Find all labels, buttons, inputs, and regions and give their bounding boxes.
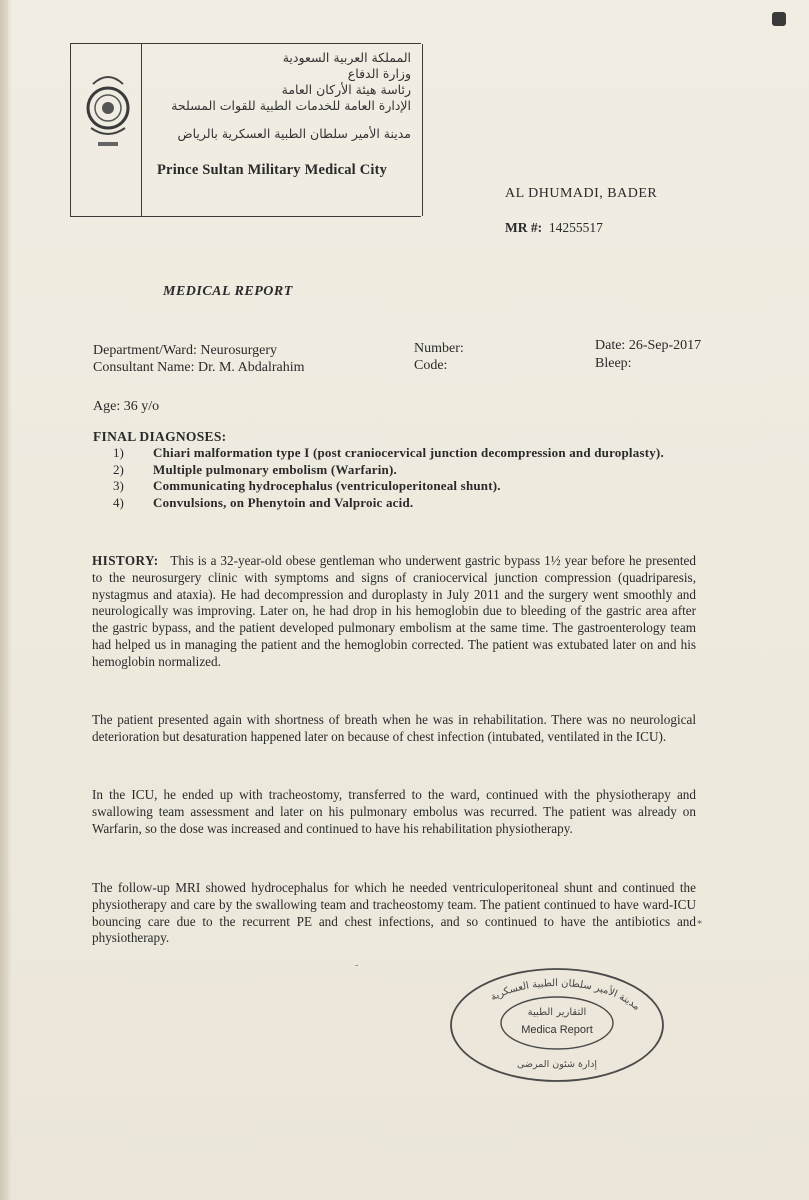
corner-mark [772, 12, 786, 26]
diagnosis-item [113, 495, 703, 512]
diagnosis-text: Chiari malformation type I (post craniocervical junction decompression and duroplasty). [153, 445, 664, 460]
ink-mark: ‑ [355, 960, 359, 971]
diagnosis-item [113, 445, 703, 462]
consultant-field: Consultant Name: Dr. M. Abdalrahim [93, 360, 305, 375]
department-field: Department/Ward: Neurosurgery [93, 343, 278, 358]
page-shadow [0, 0, 12, 1200]
diagnosis-number: 2) [113, 461, 124, 477]
official-stamp [445, 965, 670, 1085]
arabic-line-presidency: رئاسة هيئة الأركان العامة [281, 82, 411, 97]
history-label: HISTORY: [92, 553, 159, 568]
stamp-bottom-text: إدارة شئون المرضى [516, 1059, 598, 1070]
margin-mark: * [697, 919, 702, 930]
history-paragraph-1 [92, 553, 696, 671]
arabic-line-directorate: الإدارة العامة للخدمات الطبية للقوات المسلحة [171, 98, 411, 113]
mr-number [505, 220, 603, 236]
institution-name: Prince Sultan Military Medical City [157, 162, 388, 178]
bleep-field: Bleep: [595, 356, 632, 371]
military-emblem-icon [83, 66, 133, 156]
diagnosis-item [113, 462, 703, 479]
diagnosis-item [113, 478, 703, 495]
diagnoses-list [113, 445, 703, 511]
mr-value: 14255517 [548, 220, 603, 235]
diagnosis-number: 1) [113, 445, 124, 460]
stamp-inner-english: Medica Report [521, 1024, 593, 1036]
history-paragraph-4: The follow-up MRI showed hydrocephalus for which he needed ventriculoperitoneal shunt and continued the physiotherapy and care by the swallowing team and tracheostomy team. The patient continued to have ward-ICU bouncing care due to the recurrent PE and chest infections, and so continued to have the antibiotics and physiotherapy. [92, 880, 696, 946]
diagnosis-number: 4) [113, 494, 124, 510]
mr-label: MR #: [505, 220, 543, 235]
diagnosis-text: Convulsions, on Phenytoin and Valproic acid. [153, 494, 414, 510]
diagnosis-text: Communicating hydrocephalus (ventriculoperitoneal shunt). [153, 478, 501, 493]
letterhead-box [70, 43, 421, 217]
arabic-line-city: مدينة الأمير سلطان الطبية العسكرية بالرياض [177, 126, 411, 141]
code-field: Code: [414, 358, 448, 373]
history-text-1: This is a 32-year-old obese gentleman who underwent gastric bypass 1½ year before he presented to the neurosurgery clinic with symptoms and signs of craniocervical junction compression (quadriparesis, nystagmus and ataxia). He had decompression and duroplasty in July 2011 and the surgery went smoothly and neurologically was improving. Later on, he had drop in his hemoglobin due to bleeding of the gastric area after the gastric bypass, and the patient developed pulmonary embolism at the same time. The gastroenterology team had helped us in managing the patient and the hemoglobin corrected. The patient was extubated later on and his hemoglobin normalized. [92, 553, 697, 669]
history-paragraph-2: The patient presented again with shortness of breath when he was in rehabilitation. There was no neurological deterioration but desaturation happened later on because of chest infection (intubated, ventilated in the ICU). [92, 712, 696, 744]
arabic-line-ministry: وزارة الدفاع [347, 66, 411, 81]
diagnosis-number: 3) [113, 478, 124, 493]
report-title: MEDICAL REPORT [163, 284, 293, 299]
stamp-inner-arabic: التقارير الطبية [527, 1007, 587, 1018]
history-paragraph-3: In the ICU, he ended up with tracheostomy, transferred to the ward, continued with the physiotherapy and swallowing team assessment and later on his pulmonary embolus was recurred. The patient was already on Warfarin, so the dose was increased and continued to have his rehabilitation physiotherapy. [92, 787, 696, 836]
date-field: Date: 26-Sep-2017 [595, 338, 702, 353]
number-field: Number: [414, 341, 464, 356]
letterhead-divider [141, 44, 142, 216]
arabic-letterhead [146, 50, 411, 142]
letterhead-edge [422, 44, 424, 216]
diagnosis-text: Multiple pulmonary embolism (Warfarin). [153, 461, 397, 477]
arabic-line-kingdom: المملكة العربية السعودية [282, 50, 411, 65]
patient-age: Age: 36 y/o [93, 399, 160, 414]
stamp-outer-text: مدينة الأمير سلطان الطبية العسكرية [488, 977, 642, 1013]
final-diagnoses-title: FINAL DIAGNOSES: [93, 429, 227, 444]
patient-name: AL DHUMADI, BADER [505, 186, 658, 201]
